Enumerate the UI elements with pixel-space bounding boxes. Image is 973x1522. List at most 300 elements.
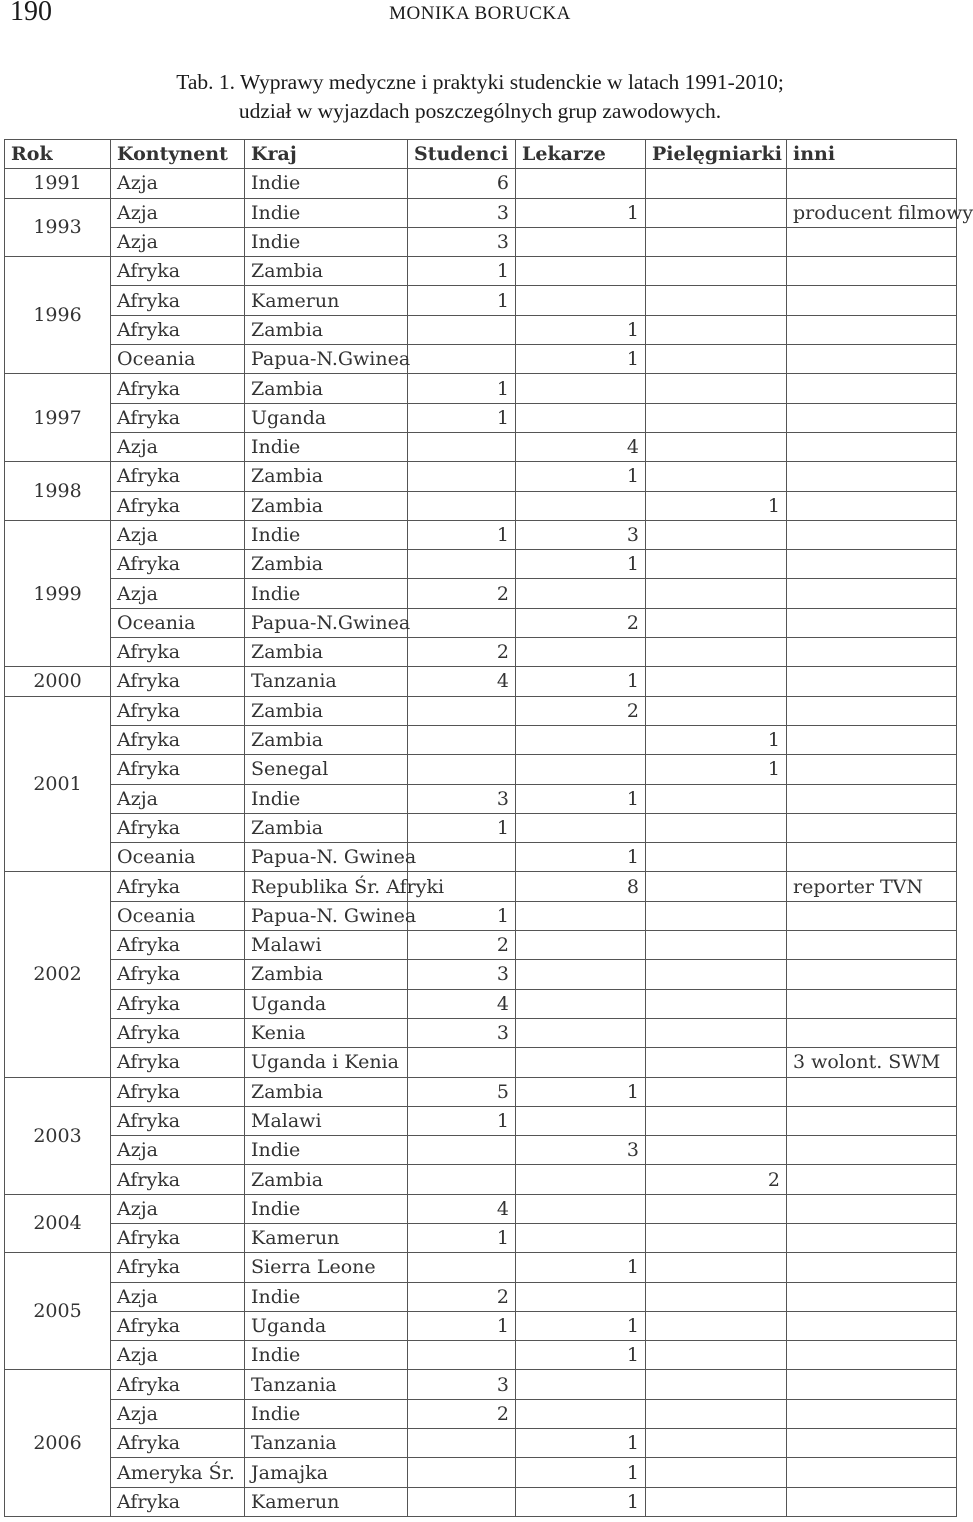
table-row xyxy=(5,579,957,608)
table-row xyxy=(5,1077,957,1106)
cell-pielegniarki xyxy=(646,403,787,432)
cell-rok: 2002 xyxy=(5,872,111,1077)
table-row xyxy=(5,784,957,813)
cell-kraj: Papua-N. Gwinea xyxy=(245,901,408,930)
cell-rok: 1997 xyxy=(5,374,111,462)
cell-kraj: Kamerun xyxy=(245,1487,408,1516)
cell-kraj: Zambia xyxy=(245,696,408,725)
column-header-kontynent: Kontynent xyxy=(111,140,245,169)
cell-studenci xyxy=(408,1253,516,1282)
cell-inni: reporter TVN xyxy=(787,872,957,901)
table-row xyxy=(5,1165,957,1194)
cell-pielegniarki xyxy=(646,286,787,315)
cell-kraj: Kamerun xyxy=(245,1223,408,1252)
cell-inni xyxy=(787,784,957,813)
cell-inni xyxy=(787,696,957,725)
cell-pielegniarki: 2 xyxy=(646,1165,787,1194)
cell-kontynent: Afryka xyxy=(111,638,245,667)
cell-studenci: 2 xyxy=(408,1282,516,1311)
cell-rok: 2003 xyxy=(5,1077,111,1194)
table-row xyxy=(5,931,957,960)
cell-inni xyxy=(787,989,957,1018)
table-row xyxy=(5,198,957,227)
cell-inni xyxy=(787,1341,957,1370)
cell-studenci: 2 xyxy=(408,931,516,960)
cell-studenci: 2 xyxy=(408,638,516,667)
cell-inni xyxy=(787,1194,957,1223)
cell-lekarze: 1 xyxy=(516,1077,646,1106)
cell-inni xyxy=(787,1311,957,1340)
cell-studenci: 4 xyxy=(408,989,516,1018)
cell-inni xyxy=(787,1018,957,1047)
cell-pielegniarki xyxy=(646,1282,787,1311)
cell-rok: 1998 xyxy=(5,462,111,521)
table-row xyxy=(5,608,957,637)
cell-kraj: Kamerun xyxy=(245,286,408,315)
cell-kraj: Uganda xyxy=(245,989,408,1018)
cell-inni xyxy=(787,931,957,960)
table-row xyxy=(5,1136,957,1165)
cell-kraj: Zambia xyxy=(245,638,408,667)
cell-kontynent: Azja xyxy=(111,784,245,813)
cell-pielegniarki xyxy=(646,1253,787,1282)
cell-studenci xyxy=(408,843,516,872)
cell-studenci xyxy=(408,1458,516,1487)
cell-lekarze: 1 xyxy=(516,1253,646,1282)
cell-kraj: Sierra Leone xyxy=(245,1253,408,1282)
table-row xyxy=(5,989,957,1018)
cell-kontynent: Azja xyxy=(111,1136,245,1165)
cell-inni xyxy=(787,1106,957,1135)
cell-lekarze xyxy=(516,579,646,608)
cell-kraj: Zambia xyxy=(245,257,408,286)
cell-studenci: 4 xyxy=(408,1194,516,1223)
cell-lekarze xyxy=(516,227,646,256)
cell-pielegniarki xyxy=(646,227,787,256)
table-row xyxy=(5,462,957,491)
cell-kontynent: Afryka xyxy=(111,696,245,725)
cell-pielegniarki xyxy=(646,784,787,813)
cell-pielegniarki xyxy=(646,872,787,901)
table-row xyxy=(5,725,957,754)
cell-studenci: 3 xyxy=(408,1018,516,1047)
cell-lekarze xyxy=(516,286,646,315)
cell-lekarze xyxy=(516,1399,646,1428)
cell-kraj: Indie xyxy=(245,1341,408,1370)
table-row xyxy=(5,257,957,286)
page-number: 190 xyxy=(10,0,52,27)
cell-inni xyxy=(787,1370,957,1399)
cell-lekarze xyxy=(516,1370,646,1399)
table-row xyxy=(5,1311,957,1340)
cell-kontynent: Azja xyxy=(111,1341,245,1370)
cell-inni xyxy=(787,843,957,872)
cell-kraj: Tanzania xyxy=(245,1370,408,1399)
cell-kraj: Zambia xyxy=(245,374,408,403)
cell-kraj: Zambia xyxy=(245,960,408,989)
cell-lekarze xyxy=(516,901,646,930)
cell-lekarze: 3 xyxy=(516,520,646,549)
cell-pielegniarki xyxy=(646,1223,787,1252)
table-row xyxy=(5,901,957,930)
column-header-rok: Rok xyxy=(5,140,111,169)
cell-inni xyxy=(787,667,957,696)
cell-lekarze: 1 xyxy=(516,345,646,374)
cell-kontynent: Afryka xyxy=(111,374,245,403)
cell-rok: 2004 xyxy=(5,1194,111,1253)
table-header-row xyxy=(5,140,957,169)
cell-kontynent: Afryka xyxy=(111,1106,245,1135)
cell-pielegniarki xyxy=(646,1018,787,1047)
cell-kraj: Republika Śr. Afryki xyxy=(245,872,408,901)
cell-kraj: Indie xyxy=(245,432,408,461)
cell-lekarze xyxy=(516,257,646,286)
cell-pielegniarki xyxy=(646,198,787,227)
cell-kontynent: Afryka xyxy=(111,1018,245,1047)
cell-pielegniarki xyxy=(646,1311,787,1340)
cell-lekarze: 1 xyxy=(516,550,646,579)
cell-lekarze: 1 xyxy=(516,1311,646,1340)
cell-lekarze xyxy=(516,813,646,842)
cell-pielegniarki xyxy=(646,315,787,344)
table-row xyxy=(5,403,957,432)
cell-kontynent: Afryka xyxy=(111,315,245,344)
cell-studenci xyxy=(408,696,516,725)
caption-line-2: udział w wyjazdach poszczególnych grup zawodowych. xyxy=(238,99,722,123)
cell-inni xyxy=(787,286,957,315)
cell-studenci: 3 xyxy=(408,960,516,989)
cell-lekarze xyxy=(516,638,646,667)
cell-kontynent: Azja xyxy=(111,1282,245,1311)
cell-kraj: Kenia xyxy=(245,1018,408,1047)
cell-studenci xyxy=(408,550,516,579)
cell-studenci: 4 xyxy=(408,667,516,696)
cell-kontynent: Afryka xyxy=(111,1311,245,1340)
cell-inni xyxy=(787,1399,957,1428)
table-row xyxy=(5,1194,957,1223)
cell-kraj: Uganda xyxy=(245,403,408,432)
cell-kontynent: Afryka xyxy=(111,1253,245,1282)
cell-pielegniarki xyxy=(646,1370,787,1399)
cell-pielegniarki xyxy=(646,1429,787,1458)
cell-rok: 1996 xyxy=(5,257,111,374)
cell-lekarze: 1 xyxy=(516,1341,646,1370)
column-header-inni: inni xyxy=(787,140,957,169)
cell-kraj: Indie xyxy=(245,1282,408,1311)
cell-kraj: Senegal xyxy=(245,755,408,784)
cell-rok: 1993 xyxy=(5,198,111,257)
cell-inni xyxy=(787,1458,957,1487)
cell-lekarze: 4 xyxy=(516,432,646,461)
table-row xyxy=(5,1018,957,1047)
cell-lekarze: 2 xyxy=(516,608,646,637)
cell-lekarze: 1 xyxy=(516,1429,646,1458)
running-head: MONIKA BORUCKA xyxy=(389,3,571,24)
cell-studenci xyxy=(408,462,516,491)
cell-inni xyxy=(787,345,957,374)
column-header-studenci: Studenci xyxy=(408,140,516,169)
table-row xyxy=(5,1458,957,1487)
cell-inni xyxy=(787,462,957,491)
cell-inni xyxy=(787,257,957,286)
table-row xyxy=(5,169,957,198)
cell-pielegniarki: 1 xyxy=(646,725,787,754)
cell-lekarze xyxy=(516,725,646,754)
table-row xyxy=(5,843,957,872)
expeditions-table xyxy=(4,139,973,1517)
table-row xyxy=(5,638,957,667)
cell-inni xyxy=(787,520,957,549)
cell-kontynent: Afryka xyxy=(111,755,245,784)
table-row xyxy=(5,1106,957,1135)
cell-inni xyxy=(787,1253,957,1282)
cell-kraj: Indie xyxy=(245,579,408,608)
cell-kraj: Zambia xyxy=(245,462,408,491)
column-header-pielegniarki: Pielęgniarki xyxy=(646,140,787,169)
cell-lekarze xyxy=(516,989,646,1018)
cell-inni: producent filmowy xyxy=(787,198,957,227)
cell-pielegniarki xyxy=(646,1194,787,1223)
table-row xyxy=(5,1048,957,1077)
cell-inni xyxy=(787,1487,957,1516)
cell-kraj: Indie xyxy=(245,784,408,813)
cell-inni xyxy=(787,755,957,784)
table-row xyxy=(5,960,957,989)
cell-lekarze: 1 xyxy=(516,784,646,813)
cell-inni xyxy=(787,315,957,344)
cell-kraj: Papua-N.Gwinea xyxy=(245,345,408,374)
cell-lekarze: 1 xyxy=(516,315,646,344)
table-row xyxy=(5,374,957,403)
cell-pielegniarki xyxy=(646,257,787,286)
cell-pielegniarki xyxy=(646,989,787,1018)
cell-lekarze xyxy=(516,1165,646,1194)
cell-lekarze: 1 xyxy=(516,462,646,491)
cell-inni xyxy=(787,1223,957,1252)
cell-inni xyxy=(787,491,957,520)
cell-kontynent: Afryka xyxy=(111,462,245,491)
cell-studenci: 3 xyxy=(408,227,516,256)
cell-inni xyxy=(787,608,957,637)
cell-kontynent: Afryka xyxy=(111,1429,245,1458)
cell-studenci: 3 xyxy=(408,198,516,227)
cell-pielegniarki xyxy=(646,1048,787,1077)
cell-kraj: Uganda i Kenia xyxy=(245,1048,408,1077)
cell-kraj: Indie xyxy=(245,198,408,227)
cell-studenci xyxy=(408,725,516,754)
cell-pielegniarki xyxy=(646,1487,787,1516)
cell-kraj: Tanzania xyxy=(245,1429,408,1458)
cell-studenci xyxy=(408,1136,516,1165)
cell-kontynent: Afryka xyxy=(111,667,245,696)
cell-pielegniarki xyxy=(646,374,787,403)
cell-lekarze: 1 xyxy=(516,198,646,227)
cell-pielegniarki xyxy=(646,1458,787,1487)
cell-studenci: 2 xyxy=(408,579,516,608)
cell-lekarze: 1 xyxy=(516,1458,646,1487)
table-row xyxy=(5,1341,957,1370)
cell-kraj: Tanzania xyxy=(245,667,408,696)
cell-studenci: 3 xyxy=(408,1370,516,1399)
cell-studenci: 1 xyxy=(408,403,516,432)
cell-kraj: Papua-N. Gwinea xyxy=(245,843,408,872)
cell-kraj: Papua-N.Gwinea xyxy=(245,608,408,637)
cell-studenci xyxy=(408,1048,516,1077)
cell-studenci: 5 xyxy=(408,1077,516,1106)
cell-lekarze xyxy=(516,169,646,198)
cell-lekarze: 1 xyxy=(516,1487,646,1516)
column-header-lekarze: Lekarze xyxy=(516,140,646,169)
cell-kontynent: Oceania xyxy=(111,901,245,930)
cell-kraj: Malawi xyxy=(245,931,408,960)
cell-inni xyxy=(787,725,957,754)
cell-kraj: Indie xyxy=(245,1136,408,1165)
cell-kontynent: Afryka xyxy=(111,989,245,1018)
cell-kraj: Zambia xyxy=(245,813,408,842)
cell-kontynent: Afryka xyxy=(111,1223,245,1252)
cell-pielegniarki xyxy=(646,169,787,198)
cell-pielegniarki xyxy=(646,1341,787,1370)
cell-kontynent: Afryka xyxy=(111,1077,245,1106)
cell-lekarze: 2 xyxy=(516,696,646,725)
cell-inni xyxy=(787,374,957,403)
cell-kraj: Malawi xyxy=(245,1106,408,1135)
cell-studenci xyxy=(408,315,516,344)
cell-kraj: Zambia xyxy=(245,1165,408,1194)
cell-studenci xyxy=(408,1429,516,1458)
cell-studenci: 1 xyxy=(408,901,516,930)
cell-kontynent: Azja xyxy=(111,432,245,461)
cell-pielegniarki xyxy=(646,432,787,461)
cell-pielegniarki xyxy=(646,843,787,872)
cell-studenci xyxy=(408,755,516,784)
cell-lekarze xyxy=(516,1194,646,1223)
cell-inni: 3 wolont. SWM xyxy=(787,1048,957,1077)
cell-kraj: Indie xyxy=(245,227,408,256)
cell-pielegniarki xyxy=(646,1106,787,1135)
cell-pielegniarki xyxy=(646,1077,787,1106)
cell-kontynent: Azja xyxy=(111,579,245,608)
cell-kontynent: Afryka xyxy=(111,1165,245,1194)
cell-kontynent: Afryka xyxy=(111,960,245,989)
table-row xyxy=(5,520,957,549)
table-row xyxy=(5,872,957,901)
cell-studenci xyxy=(408,432,516,461)
cell-inni xyxy=(787,813,957,842)
cell-kontynent: Afryka xyxy=(111,1048,245,1077)
cell-studenci: 1 xyxy=(408,257,516,286)
table-row xyxy=(5,1487,957,1516)
table-caption xyxy=(0,68,960,126)
cell-studenci: 1 xyxy=(408,520,516,549)
cell-pielegniarki xyxy=(646,608,787,637)
cell-studenci: 6 xyxy=(408,169,516,198)
cell-pielegniarki: 1 xyxy=(646,755,787,784)
table-row xyxy=(5,1223,957,1252)
cell-lekarze xyxy=(516,403,646,432)
caption-line-1: Tab. 1. Wyprawy medyczne i praktyki studenckie w latach 1991-2010; xyxy=(176,70,784,94)
cell-lekarze: 1 xyxy=(516,843,646,872)
cell-kraj: Zambia xyxy=(245,315,408,344)
cell-lekarze xyxy=(516,1282,646,1311)
cell-inni xyxy=(787,227,957,256)
cell-pielegniarki xyxy=(646,550,787,579)
table-row xyxy=(5,1282,957,1311)
cell-studenci: 1 xyxy=(408,1311,516,1340)
cell-kraj: Uganda xyxy=(245,1311,408,1340)
table-row xyxy=(5,491,957,520)
cell-pielegniarki xyxy=(646,667,787,696)
cell-kraj: Indie xyxy=(245,1194,408,1223)
cell-kontynent: Afryka xyxy=(111,931,245,960)
cell-kontynent: Oceania xyxy=(111,608,245,637)
cell-studenci: 2 xyxy=(408,1399,516,1428)
column-header-kraj: Kraj xyxy=(245,140,408,169)
cell-inni xyxy=(787,1077,957,1106)
cell-pielegniarki xyxy=(646,696,787,725)
cell-studenci: 1 xyxy=(408,286,516,315)
cell-kraj: Indie xyxy=(245,1399,408,1428)
cell-kontynent: Afryka xyxy=(111,872,245,901)
table-body xyxy=(5,169,973,1517)
table-row xyxy=(5,1370,957,1399)
cell-kontynent: Oceania xyxy=(111,345,245,374)
table-row xyxy=(5,1429,957,1458)
cell-inni xyxy=(787,579,957,608)
cell-kontynent: Afryka xyxy=(111,257,245,286)
cell-kraj: Zambia xyxy=(245,550,408,579)
table-row xyxy=(5,286,957,315)
cell-inni xyxy=(787,403,957,432)
cell-pielegniarki xyxy=(646,520,787,549)
cell-rok: 2005 xyxy=(5,1253,111,1370)
cell-lekarze: 1 xyxy=(516,667,646,696)
cell-lekarze: 8 xyxy=(516,872,646,901)
cell-kontynent: Oceania xyxy=(111,843,245,872)
cell-rok: 2001 xyxy=(5,696,111,872)
cell-inni xyxy=(787,960,957,989)
cell-kontynent: Azja xyxy=(111,1399,245,1428)
cell-inni xyxy=(787,638,957,667)
cell-pielegniarki xyxy=(646,462,787,491)
cell-kontynent: Afryka xyxy=(111,1370,245,1399)
cell-studenci: 1 xyxy=(408,1223,516,1252)
cell-studenci xyxy=(408,345,516,374)
cell-kontynent: Azja xyxy=(111,1194,245,1223)
cell-kontynent: Afryka xyxy=(111,725,245,754)
cell-pielegniarki xyxy=(646,901,787,930)
cell-studenci: 3 xyxy=(408,784,516,813)
cell-kontynent: Afryka xyxy=(111,550,245,579)
table-row xyxy=(5,315,957,344)
cell-studenci: 1 xyxy=(408,1106,516,1135)
cell-pielegniarki: 1 xyxy=(646,491,787,520)
cell-inni xyxy=(787,901,957,930)
cell-kraj: Zambia xyxy=(245,725,408,754)
cell-lekarze xyxy=(516,931,646,960)
cell-kontynent: Azja xyxy=(111,520,245,549)
table-row xyxy=(5,755,957,784)
cell-lekarze xyxy=(516,1223,646,1252)
cell-kraj: Zambia xyxy=(245,1077,408,1106)
cell-inni xyxy=(787,432,957,461)
table-row xyxy=(5,813,957,842)
cell-studenci xyxy=(408,1341,516,1370)
cell-kontynent: Azja xyxy=(111,198,245,227)
cell-lekarze xyxy=(516,491,646,520)
cell-pielegniarki xyxy=(646,1136,787,1165)
cell-lekarze xyxy=(516,1048,646,1077)
